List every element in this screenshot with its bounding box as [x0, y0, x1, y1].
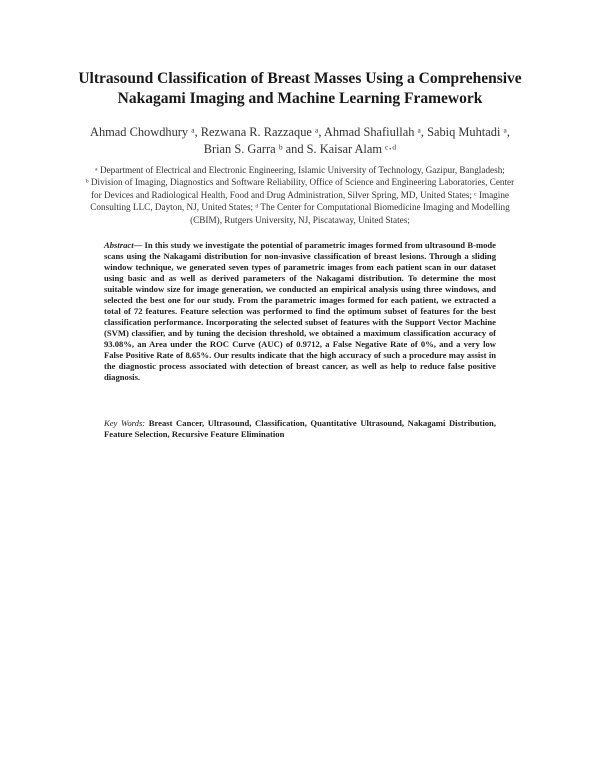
title-line: Ultrasound Classification of Breast Masses Using a Comprehensive: [78, 70, 522, 87]
affiliations: [68, 164, 532, 226]
keywords: [104, 418, 496, 440]
affiliation-line: ᵇ Division of Imaging, Diagnostics and Software Reliability, Office of Science and Engineering Laboratories, Center: [85, 177, 515, 188]
keywords-label: Key Words:: [104, 418, 146, 428]
author-line: Ahmad Chowdhury ᵃ, Rezwana R. Razzaque ᵃ, Ahmad Shafiullah ᵃ, Sabiq Muhtadi ᵃ,: [90, 125, 510, 139]
paper-title: [60, 69, 540, 109]
author-line: Brian S. Garra ᵇ and S. Kaisar Alam ᶜ·ᵈ: [203, 142, 397, 156]
affiliation-line: (CBIM), Rutgers University, NJ, Piscataway, United States;: [190, 214, 410, 225]
title-line: Nakagami Imaging and Machine Learning Framework: [117, 90, 483, 107]
author-list: [60, 124, 540, 158]
affiliation-line: ᵃ Department of Electrical and Electronic Engineering, Islamic University of Technology, Gazipur, Bangladesh;: [95, 165, 505, 175]
abstract-text: — In this study we investigate the potential of parametric images formed from ultrasound B-mode scans using the Nakagami distribution for non-invasive classification of breast lesions. Through a sliding window technique, we generated seven types of parametric images from each patient scan in our dataset using basic and as well as derived parameters of the Nakagami distribution. To determine the most suitable window size for image generation, we conducted an empirical analysis using three windows, and selected the best one for our study. From the parametric images formed for each patient, we extracted a total of 72 features. Feature selection was performed to find the optimum subset of features for the best classification performance. Incorporating the selected subset of features with the Support Vector Machine (SVM) classifier, and by tuning the decision threshold, we obtained a maximum classification accuracy of 93.08%, an Area under the ROC Curve (AUC) of 0.9712, a False Negative Rate of 0%, and a very low False Positive Rate of 8.65%. Our results indicate that the high accuracy of such a procedure may assist in the diagnostic process associated with detection of breast cancer, as well as help to reduce false positive diagnosis.: [104, 240, 496, 382]
affiliation-line: Consulting LLC, Dayton, NJ, United States; ᵈ The Center for Computational Biomedicine Imaging and Modelling: [90, 202, 510, 213]
abstract: [104, 240, 496, 383]
abstract-label: Abstract: [104, 240, 134, 250]
affiliation-line: for Devices and Radiological Health, Food and Drug Administration, Silver Spring, MD, United States; ᶜ Imagine: [90, 189, 510, 200]
keywords-text: Breast Cancer, Ultrasound, Classification, Quantitative Ultrasound, Nakagami Distribution, Feature Selection, Recursive Feature Elimination: [104, 418, 496, 439]
